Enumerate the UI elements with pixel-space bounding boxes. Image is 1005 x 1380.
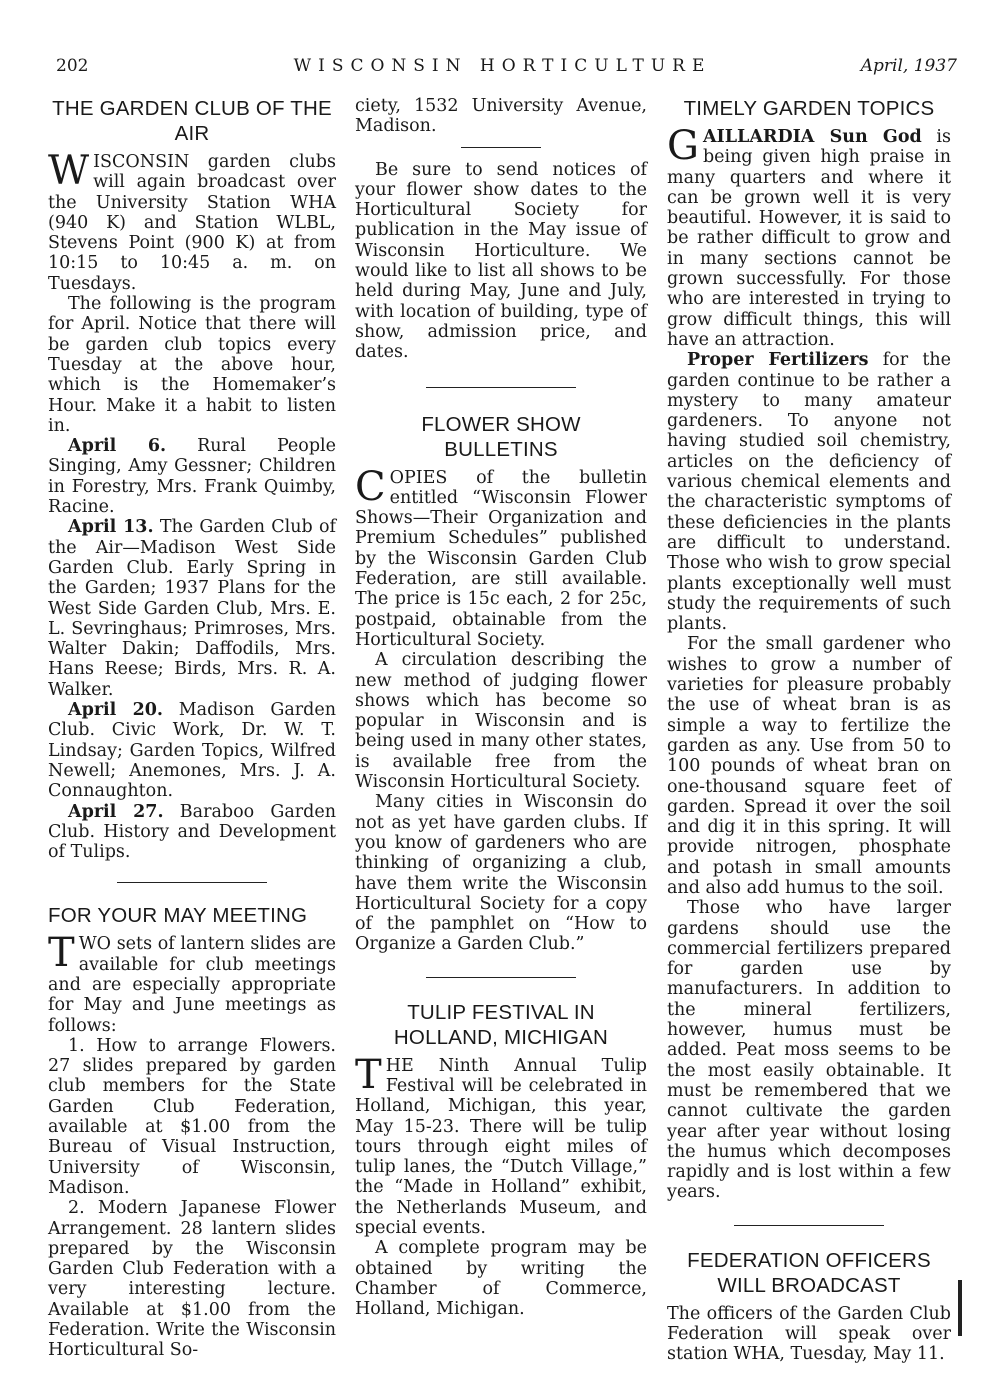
section-divider (426, 977, 576, 978)
notice-text: Be sure to send notices of your flower show dates to the Horticultural Society for publication in the May issue of Wisconsin Horticulture. We would like to list all shows to be held during May, June and July, with location of building, type of show, admission price, and dates. (355, 159, 647, 363)
may-meeting-continued: ciety, 1532 University Avenue, Madison. (355, 96, 647, 137)
column-left (48, 96, 336, 1361)
page-number: 202 (56, 56, 89, 76)
margin-bar (958, 1280, 962, 1336)
timely-fertilizers: Proper Fertilizers for the garden continue to be rather a mystery to many amateur gardeners. To anyone not having studied soil chemistry, articles on the deficiency of various chemical elements and the characteristic symptoms of these deficiencies in the plants are difficult to understand. Those who wish to grow special plants exceptionally well must study the requirements of such plants. (667, 350, 951, 635)
drop-cap: W (48, 148, 90, 194)
drop-cap: C (355, 463, 386, 510)
drop-cap: T (355, 1051, 382, 1098)
timely-title: TIMELY GARDEN TOPICS (683, 97, 935, 120)
may-meeting-item-1: 1. How to arrange Flowers. 27 slides prepared by garden club members for the State Garden Club Federation, available at $1.00 from the Bureau of Visual Instruction, University of Wisconsin, Madison. (48, 1035, 336, 1198)
flower-show-intro: COPIES of the bulletin entitled “Wisconsin Flower Shows—Their Organization and Premium Schedules” published by the Wisconsin Garden Club Federation, are still available. The price is 15c each, 2 for 25c, postpaid, obtainable from the Horticultural Society. (355, 463, 647, 650)
page-header (0, 56, 1005, 86)
federation-text: The officers of the Garden Club Federation will speak over station WHA, Tuesday, May 11. (667, 1303, 951, 1365)
drop-cap: G (667, 123, 699, 169)
flower-show-title: FLOWER SHOW BULLETINS (421, 412, 581, 461)
timely-wheat-bran: For the small gardener who wishes to grow a number of varieties for pleasure probably the use of wheat bran is as simple a way to fertilize the garden as any. Use from 50 to 100 pounds of wheat bran on one-thousand square feet of garden. Spread it over the soil and dig it in this spring. It will provide nitrogen, phosphate and potash in small amounts and also add humus to the soil. (667, 634, 951, 898)
program-april-13: April 13. The Garden Club of the Air—Madison West Side Garden Club. Early Spring in the Garden; 1937 Plans for the West Side Garden Club, Mrs. E. L. Sevringhaus; Primroses, Mrs. Walter Dakin; Daffodils, Mrs. Hans Reese; Birds, Mrs. R. A. Walker. (48, 517, 336, 700)
timely-commercial: Those who have larger gardens should use the commercial fertilizers prepared for garden use by manufacturers. In addition to the mineral fertilizers, however, humus must be added. Peat moss seems to be the most easily obtainable. It must be remembered that we cannot cultivate the garden year after year without losing the humus which decomposes rapidly and is lost within a few years. (667, 898, 951, 1203)
garden-club-air-title: THE GARDEN CLUB OF THE AIR (52, 97, 332, 145)
federation-title: FEDERATION OFFICERS WILL BROADCAST (687, 1248, 931, 1297)
section-divider (734, 1225, 884, 1226)
program-april-20: April 20. Madison Garden Club. Civic Work, Dr. W. T. Lindsay; Garden Topics, Wilfred Newell; Anemones, Mrs. J. A. Connaughton. (48, 700, 336, 802)
may-meeting-title: FOR YOUR MAY MEETING (48, 904, 308, 928)
garden-club-air-program: The following is the program for April. Notice that there will be garden club topics every Tuesday at the above hour, which is the Homemaker’s Hour. Make it a habit to listen in. (48, 294, 336, 436)
program-april-6: April 6. Rural People Singing, Amy Gessner; Children in Forestry, Mrs. Frank Quimby, Racine. (48, 436, 336, 518)
may-meeting-item-2: 2. Modern Japanese Flower Arrangement. 28 lantern slides prepared by the Wisconsin Garden Club Federation with a very interesting lecture. Available at $1.00 from the Federation. Write the Wisconsin Horticultural So- (48, 1198, 336, 1361)
journal-title: WISCONSIN HORTICULTURE (293, 56, 712, 76)
column-right (667, 96, 951, 1365)
issue-date: April, 1937 (860, 56, 957, 76)
tulip-title: TULIP FESTIVAL IN HOLLAND, MICHIGAN (393, 1000, 609, 1049)
timely-gaillardia: GAILLARDIA Sun God is being given high praise in many quarters and where it can be grown well it is very beautiful. However, it is said to be rather difficult to grow and in many sections cannot be grown successfully. For those who are interested in trying to grow difficult things, this will have an attraction. (667, 123, 952, 350)
section-divider (426, 387, 576, 388)
may-meeting-intro: TWO sets of lantern slides are available for club meetings and are especially appropriate for May and June meetings as follows: (48, 930, 336, 1036)
flower-show-organize: Many cities in Wisconsin do not as yet have garden clubs. If you know of gardeners who are thinking of organizing a club, have them write the Wisconsin Horticultural Society for a copy of the pamphlet on “How to Organize a Garden Club.” (355, 792, 647, 955)
flower-show-judging: A circulation describing the new method of judging flower shows which has become so popular in Wisconsin and is being used in many other states, is available free from the Wisconsin Horticultural Society. (355, 650, 647, 793)
column-middle (355, 96, 647, 1320)
tulip-intro: THE Ninth Annual Tulip Festival will be celebrated in Holland, Michigan, this year, May 15-23. There will be tulip tours through eight miles of tulip lanes, the “Dutch Village,” the “Made in Holland” exhibit, the Netherlands Museum, and special events. (355, 1051, 647, 1239)
tulip-program: A complete program may be obtained by writing the Chamber of Commerce, Holland, Michigan. (355, 1238, 647, 1320)
section-divider (461, 147, 541, 148)
garden-club-air-intro: WISCONSIN garden clubs will again broadcast over the University Station WHA (940 K) and Station WLBL, Stevens Point (900 K) at from 10:15 to 10:45 a. m. on Tuesdays. (48, 148, 336, 294)
program-april-27: April 27. Baraboo Garden Club. History and Development of Tulips. (48, 801, 336, 863)
drop-cap: T (48, 930, 75, 977)
section-divider (117, 882, 267, 883)
